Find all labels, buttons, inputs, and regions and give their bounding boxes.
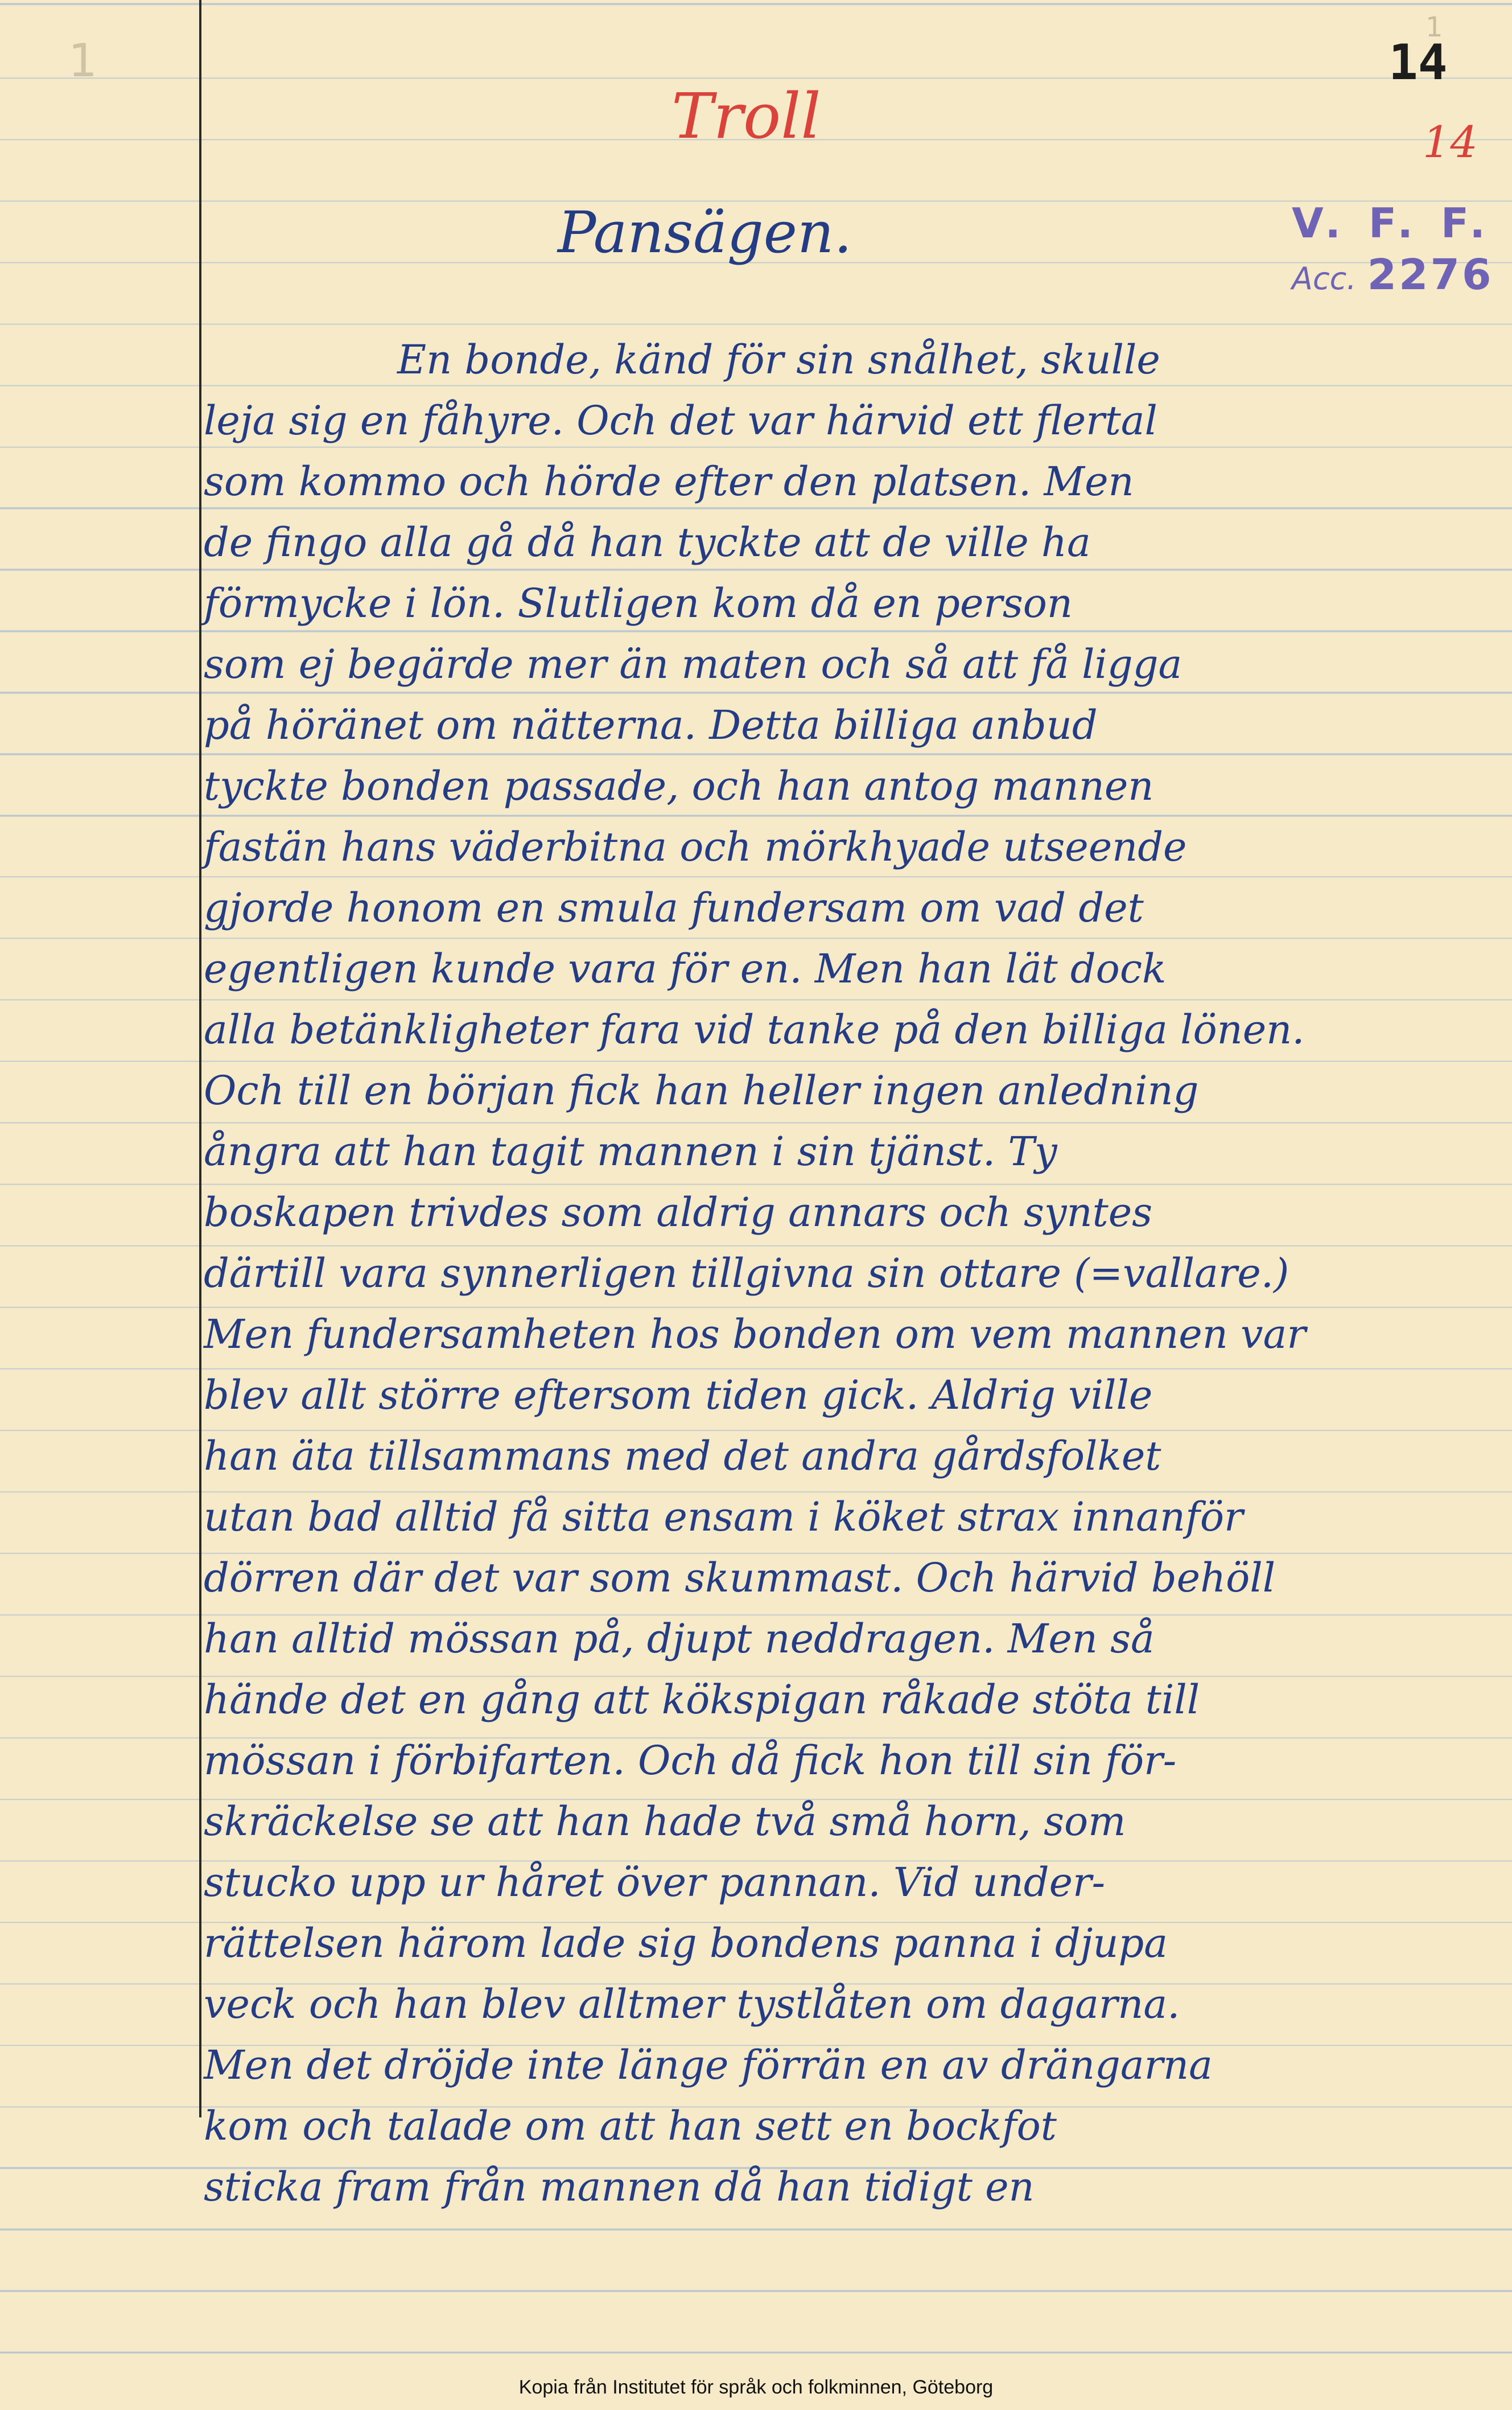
text-line: rättelsen härom lade sig bondens panna i djupa: [204, 1920, 1168, 1967]
text-line: tyckte bonden passade, och han antog mannen: [204, 763, 1154, 809]
red-category-annotation: Troll: [671, 80, 821, 153]
text-line: Och till en början fick han heller ingen anledning: [204, 1067, 1199, 1114]
handwritten-text: [204, 324, 1495, 2212]
text-line: gjorde honom en smula fundersam om vad det: [204, 885, 1144, 931]
archive-stamp: [1292, 199, 1494, 299]
text-line: alla betänkligheter fara vid tanke på den billiga lönen.: [204, 1006, 1305, 1053]
page-number-faint: 1: [1426, 11, 1443, 43]
text-line: boskapen trivdes som aldrig annars och syntes: [204, 1189, 1153, 1236]
stamp-acc-number: 2276: [1367, 250, 1494, 299]
stamp-archive-code: V. F. F.: [1292, 199, 1492, 247]
text-line: Men det dröjde inte länge förrän en av drängarna: [204, 2042, 1213, 2088]
text-line: ångra att han tagit mannen i sin tjänst. Ty: [204, 1128, 1057, 1175]
text-line: som ej begärde mer än maten och så att få ligga: [204, 641, 1183, 688]
text-line: egentligen kunde vara för en. Men han lät dock: [204, 945, 1167, 992]
archive-credit: Kopia från Institutet för språk och folkminnen, Göteborg: [518, 2376, 994, 2398]
story-title: Pansägen.: [558, 199, 852, 266]
text-line: dörren där det var som skummast. Och härvid behöll: [204, 1554, 1276, 1601]
page-number-red: 14: [1423, 117, 1478, 167]
text-line: blev allt större eftersom tiden gick. Aldrig ville: [204, 1372, 1153, 1418]
text-line: som kommo och hörde efter den platsen. Men: [204, 458, 1134, 505]
stamp-accession: [1292, 250, 1494, 299]
text-line: sticka fram från mannen då han tidigt en: [204, 2164, 1035, 2210]
text-line: de fingo alla gå då han tyckte att de ville ha: [204, 519, 1091, 566]
text-line: utan bad alltid få sitta ensam i köket strax innanför: [204, 1494, 1243, 1540]
text-line: han alltid mössan på, djupt neddragen. Men så: [204, 1615, 1155, 1662]
text-line: på höränet om nätterna. Detta billiga anbud: [204, 702, 1098, 749]
faint-corner-mark: 1: [68, 34, 97, 87]
text-line: leja sig en fåhyre. Och det var härvid ett flertal: [204, 397, 1157, 444]
text-line: Men fundersamheten hos bonden om vem mannen var: [204, 1311, 1306, 1358]
text-line: mössan i förbifarten. Och då fick hon till sin för-: [204, 1737, 1177, 1784]
text-line: fastän hans väderbitna och mörkhyade utseende: [204, 824, 1187, 870]
text-line: hände det en gång att kökspigan råkade stöta till: [204, 1676, 1200, 1723]
text-line: han äta tillsammans med det andra gårdsfolket: [204, 1433, 1161, 1479]
text-line: stucko upp ur håret över pannan. Vid under-: [204, 1859, 1106, 1906]
stamp-acc-label: Acc.: [1292, 261, 1357, 297]
text-line: skräckelse se att han hade två små horn, som: [204, 1798, 1126, 1845]
page-number: 14: [1389, 34, 1448, 91]
margin-line: [199, 0, 201, 2117]
text-line: En bonde, känd för sin snålhet, skulle: [397, 336, 1160, 383]
text-line: därtill vara synnerligen tillgivna sin ottare (=vallare.): [204, 1250, 1289, 1297]
text-line: förmycke i lön. Slutligen kom då en person: [204, 580, 1073, 627]
text-line: kom och talade om att han sett en bockfot: [204, 2103, 1057, 2149]
text-line: veck och han blev alltmer tystlåten om dagarna.: [204, 1981, 1180, 2027]
